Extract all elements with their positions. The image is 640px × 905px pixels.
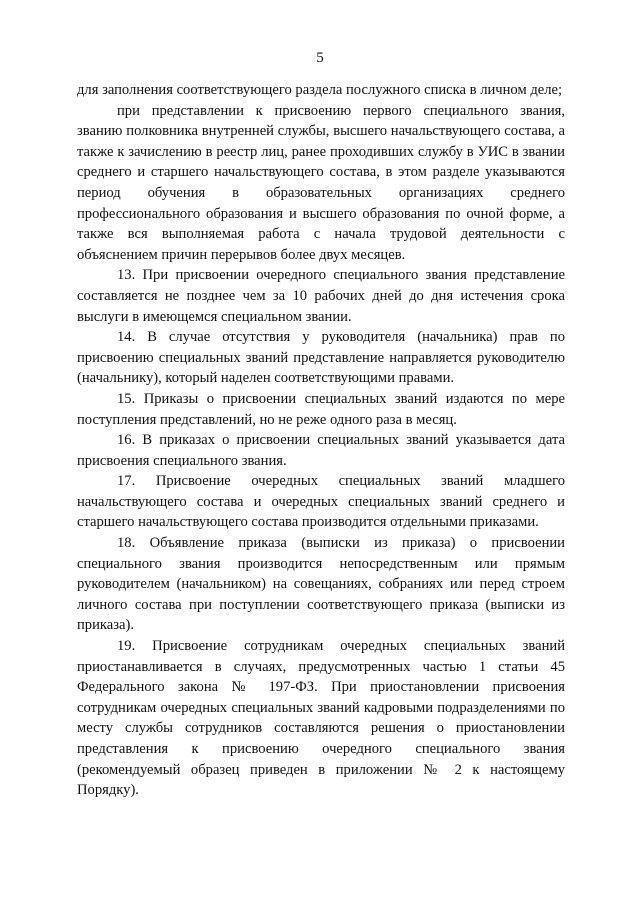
page-number: 5: [316, 50, 324, 66]
paragraph-15: 15. Приказы о присвоении специальных званий издаются по мере поступления представлений, но не реже одного раза в месяц.: [77, 390, 565, 428]
paragraph-first-rank-note: при представлении к присвоению первого специального звания, званию полковника внутренней службы, высшего начальствующего состава, а также к зачислению в реестр лиц, ранее проходивших службу в УИС в звании среднего и старшего начальствующего состава, в этом разделе указываются период обучения в образовательных организациях среднего профессионального образования и высшего образования по очной форме, а также вся выполняемая работа с начала трудовой деятельности с объяснением причин перерывов более двух месяцев.: [77, 102, 565, 263]
paragraph-14: 14. В случае отсутствия у руководителя (начальника) прав по присвоению специальных званий представление направляется руководителю (начальнику), который наделен соответствующими правами.: [77, 329, 565, 387]
paragraph-17: 17. Присвоение очередных специальных званий младшего начальствующего состава и очередных специальных званий среднего и старшего начальствующего состава производится отдельными приказами.: [77, 473, 565, 531]
paragraph-18: 18. Объявление приказа (выписки из приказа) о присвоении специального звания производится непосредственным или прямым руководителем (начальником) на совещаниях, собраниях или перед строем личного состава при поступлении соответствующего приказа (выписки из приказа).: [77, 535, 565, 634]
paragraph-19: 19. Присвоение сотрудникам очередных специальных званий приостанавливается в случаях, предусмотренных частью 1 статьи 45 Федерального закона № 197-ФЗ. При приостановлении присвоения сотрудникам очередных специальных званий кадровыми подразделениями по месту службы сотрудников составляются решения о приостановлении представления к присвоению очередного специального звания (рекомендуемый образец приведен в приложении № 2 к настоящему Порядку).: [77, 638, 565, 799]
paragraph-continuation: для заполнения соответствующего раздела послужного списка в личном деле;: [77, 82, 563, 98]
document-body: [77, 80, 565, 801]
paragraph-16: 16. В приказах о присвоении специальных званий указывается дата присвоения специального звания.: [77, 432, 565, 469]
paragraph-13: 13. При присвоении очередного специального звания представление составляется не позднее чем за 10 рабочих дней до дня истечения срока выслуги в имеющемся специальном звании.: [77, 267, 565, 325]
